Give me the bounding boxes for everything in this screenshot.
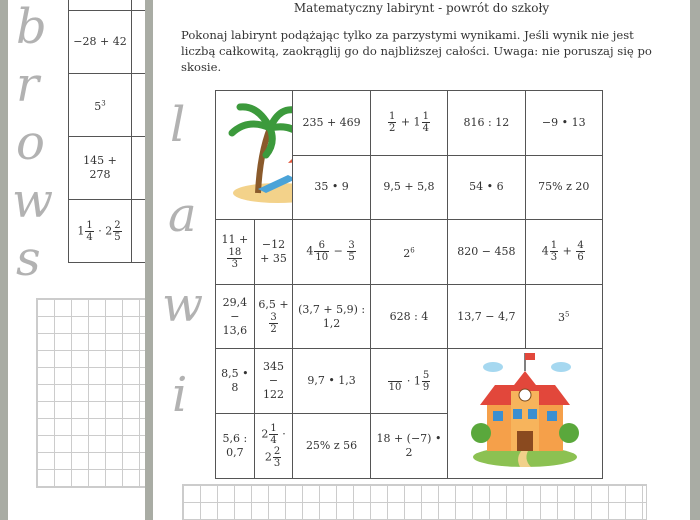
- expression-text: −9 • 13: [541, 115, 586, 129]
- power-exponent: 5: [565, 310, 570, 319]
- power: [403, 247, 414, 260]
- squared-paper-area: [182, 484, 647, 520]
- expression-text: 5,6 : 0,7: [222, 431, 248, 459]
- maze-cell: [448, 91, 525, 156]
- numerator: 1: [388, 111, 396, 123]
- denominator: 10: [315, 252, 329, 264]
- maze-cell: [132, 200, 146, 263]
- numerator: 1: [86, 219, 93, 231]
- maze-cell: [132, 11, 146, 74]
- expression-text: 235 + 469: [302, 115, 361, 129]
- expression-text: 628 : 4: [389, 309, 429, 323]
- expression-text: 9,5 + 5,8: [383, 180, 435, 194]
- watermark-letter: o: [16, 115, 45, 171]
- watermark-letter: w: [12, 173, 54, 229]
- maze-cell: [132, 0, 146, 11]
- expression-text: · 1: [403, 374, 421, 388]
- fraction: [388, 111, 396, 134]
- school-building-icon: [465, 349, 585, 473]
- watermark-letter: s: [16, 231, 41, 287]
- maze-row: [69, 137, 146, 200]
- denominator: 6: [577, 252, 584, 264]
- expression-text: −12 + 35: [260, 237, 287, 265]
- denominator: 2: [270, 324, 277, 336]
- maze-cell: [69, 0, 132, 11]
- numerator: 1: [270, 422, 277, 434]
- maze-cell: [525, 220, 602, 285]
- expression-text: 29,4 − 13,6: [222, 295, 248, 337]
- fraction: [227, 247, 242, 270]
- expression-text: 145 + 278: [83, 154, 117, 181]
- maze-cell: [525, 91, 602, 156]
- numerator: 1: [422, 111, 429, 123]
- fraction: [314, 240, 329, 263]
- expression-text: + 1: [397, 115, 421, 129]
- expression-text: 2: [261, 427, 269, 441]
- maze-cell: [370, 155, 447, 220]
- maze-cell: [370, 220, 447, 285]
- maze-cell: [525, 284, 602, 349]
- maze-cell: [370, 91, 447, 156]
- maze-cell: [293, 413, 370, 478]
- maze-cell: [132, 74, 146, 137]
- maze-row: [216, 349, 603, 414]
- maze-cell: [254, 284, 293, 349]
- numerator: 3: [348, 240, 355, 252]
- expression-text: 8,5 • 8: [221, 367, 249, 395]
- watermark-letter: i: [172, 367, 188, 423]
- denominator: 5: [114, 231, 121, 243]
- power-base: 2: [403, 246, 411, 260]
- watermark-letter: l: [170, 97, 186, 153]
- maze-cell: [132, 137, 146, 200]
- maze-cell: [370, 349, 447, 414]
- finish-cell: [448, 349, 603, 478]
- watermark-letter: b: [16, 0, 47, 55]
- maze-row: [69, 0, 146, 11]
- numerator: [388, 370, 403, 382]
- worksheet-page: [153, 0, 690, 520]
- fraction: [273, 446, 281, 469]
- maze-cell: [448, 155, 525, 220]
- denominator: 5: [348, 252, 355, 264]
- maze-cell: [370, 413, 447, 478]
- maze-cell: [69, 11, 132, 74]
- expression-text: −: [330, 244, 347, 258]
- maze-cell: [254, 349, 293, 414]
- expression-text: 25% z 56: [305, 438, 358, 452]
- maze-cell: [370, 284, 447, 349]
- maze-cell: [293, 284, 370, 349]
- maze-row: [69, 200, 146, 263]
- numerator: 18: [228, 247, 242, 259]
- expression-text: 4: [306, 244, 314, 258]
- expression-text: 820 − 458: [457, 244, 516, 258]
- expression-text: 11 +: [221, 233, 249, 247]
- expression-text: 9,7 • 1,3: [307, 374, 356, 388]
- maze-cell: [254, 220, 293, 285]
- fraction: [576, 240, 584, 263]
- expression-text: 35 • 9: [314, 180, 349, 194]
- denominator: 3: [273, 457, 281, 469]
- denominator: 10: [388, 381, 402, 393]
- maze-cell: [216, 349, 255, 414]
- numerator: 2: [273, 445, 281, 457]
- maze-cell: [69, 200, 132, 263]
- maze-row: [69, 11, 146, 74]
- fraction: [269, 423, 277, 446]
- maze-cell: [69, 137, 132, 200]
- power: [558, 311, 569, 324]
- instructions: Pokonaj labirynt podążając tylko za parzystymi wynikami. Jeśli wynik nie jest liczbą całkowitą, zaokrąglij go do najbliższej całości. Uwaga: nie poruszaj się po skosie.: [181, 28, 652, 74]
- power-base: 3: [558, 311, 566, 325]
- fraction: [269, 312, 277, 335]
- maze-cell: [216, 220, 255, 285]
- maze-cell: [293, 220, 370, 285]
- maze-row: [69, 74, 146, 137]
- maze-cell: [448, 220, 525, 285]
- expression-text: 816 : 12: [463, 115, 510, 129]
- expression-text: · 2: [264, 427, 286, 464]
- maze-cell: [69, 74, 132, 137]
- expression-text: +: [559, 244, 576, 258]
- expression-text: −28 + 42: [73, 35, 127, 48]
- numerator: 2: [114, 219, 121, 231]
- page-title: Matematyczny labirynt - powrót do szkoły: [293, 1, 550, 15]
- denominator: 4: [422, 123, 429, 135]
- expression-text: 18 + (−7) • 2: [376, 431, 442, 459]
- maze-row: [216, 284, 603, 349]
- maze-cell: [216, 284, 255, 349]
- power-exponent: 3: [101, 99, 106, 108]
- expression-text: 13,7 − 4,7: [457, 309, 516, 323]
- maze-row: [216, 91, 603, 156]
- denominator: 2: [388, 123, 396, 135]
- maze-cell: [448, 284, 525, 349]
- power-base: 5: [94, 99, 102, 113]
- squared-paper-area: [36, 298, 145, 488]
- fraction: [113, 220, 121, 243]
- numerator: 1: [550, 240, 558, 252]
- beach-palm-icon: [218, 93, 293, 213]
- maze-cell: [525, 155, 602, 220]
- expression-text: 345 − 122: [263, 360, 285, 402]
- power: [94, 100, 105, 113]
- denominator: 9: [422, 381, 430, 393]
- fraction: [550, 240, 558, 263]
- maze-grid: [215, 90, 603, 479]
- power-exponent: 6: [410, 246, 415, 255]
- fraction: [388, 370, 403, 393]
- fraction: [422, 111, 430, 134]
- expression-text: 75% z 20: [538, 180, 590, 194]
- numerator: 4: [577, 240, 584, 252]
- denominator: 4: [86, 231, 93, 243]
- expression-text: · 2: [94, 224, 113, 237]
- watermark-letter: r: [16, 57, 39, 113]
- expression-text: 1: [77, 224, 85, 237]
- denominator: 4: [270, 434, 277, 446]
- numerator: 6: [314, 240, 329, 252]
- maze-row: [216, 220, 603, 285]
- maze-cell: [216, 413, 255, 478]
- expression-text: 54 • 6: [469, 180, 504, 194]
- expression-text: 6,5 +: [258, 298, 289, 312]
- watermark-letter: w: [162, 277, 204, 333]
- maze-cell: [293, 91, 370, 156]
- numerator: 3: [270, 312, 277, 324]
- denominator: 3: [231, 259, 239, 271]
- maze-cell: [293, 349, 370, 414]
- previous-page-maze: [68, 0, 145, 263]
- expression-text: (3,7 + 5,9) : 1,2: [298, 302, 366, 330]
- watermark-letter: a: [168, 187, 197, 243]
- previous-page: [8, 0, 145, 520]
- maze-cell: [254, 413, 293, 478]
- expression-text: 4: [541, 244, 549, 258]
- fraction: [347, 240, 355, 263]
- fraction: [85, 220, 93, 243]
- start-cell: [216, 91, 293, 220]
- denominator: 3: [550, 252, 558, 264]
- numerator: 5: [422, 369, 430, 381]
- fraction: [422, 370, 430, 393]
- maze-cell: [293, 155, 370, 220]
